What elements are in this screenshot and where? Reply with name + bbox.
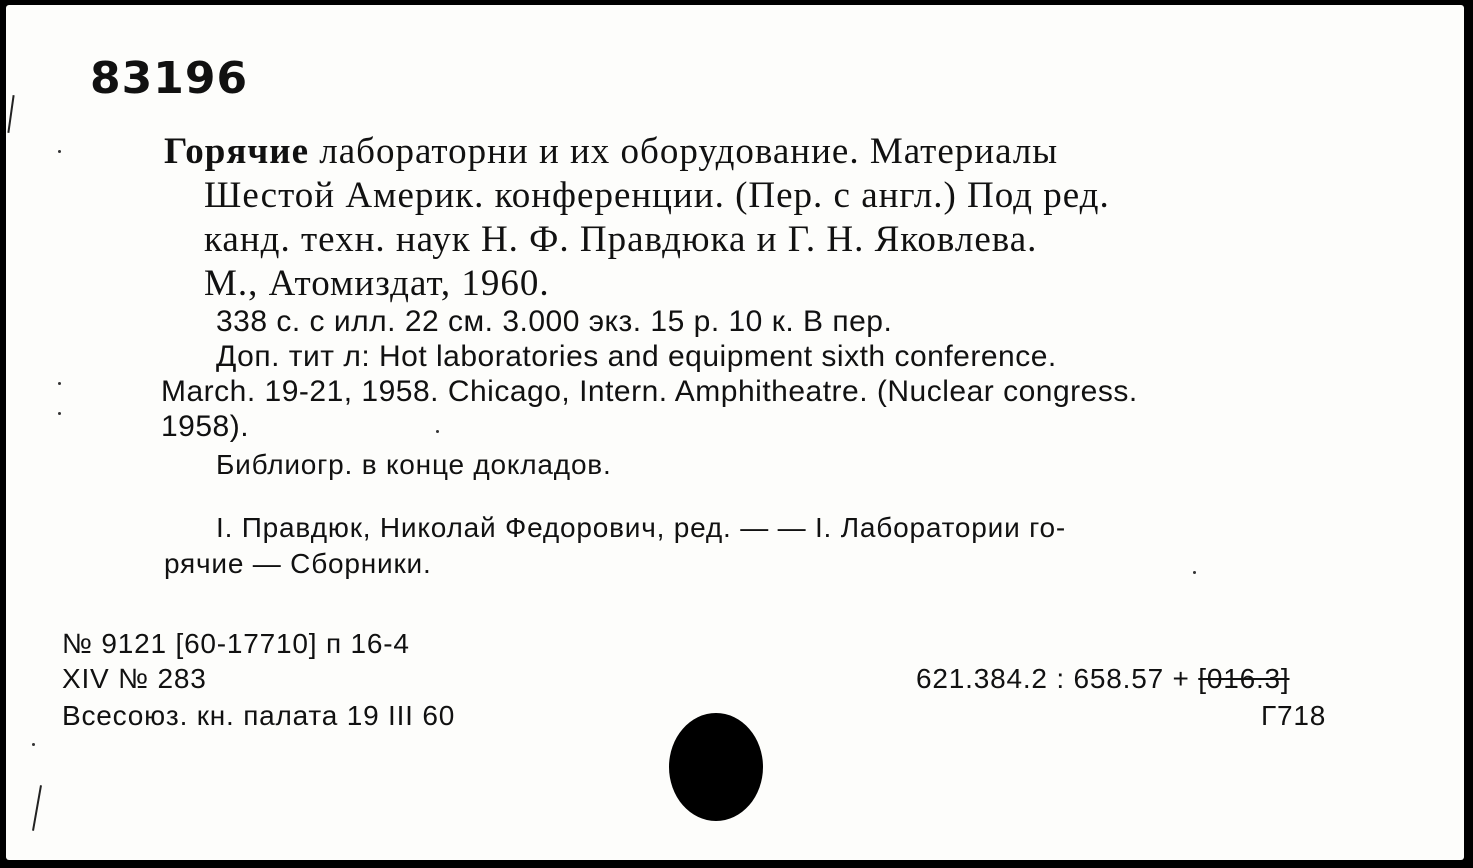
speck [58,150,61,153]
punch-hole [669,713,763,821]
classification-code [916,665,1290,693]
title-rest: лабораторни и их оборудование. Материалы [309,131,1059,172]
title-line-1 [164,133,1058,170]
record-chamber: Всесоюз. кн. палата 19 III 60 [62,700,456,731]
physical-description: 338 с. с илл. 22 см. 3.000 экз. 15 р. 10 к. В пер. [216,305,893,338]
parallel-title-line-1: Доп. тит л: Hot laboratories and equipment sixth conference. [216,340,1057,373]
author-mark: Г718 [1261,700,1327,731]
record-number: № 9121 [60-17710] п 16-4 [62,628,410,659]
title-bold: Горячие [164,131,309,172]
title-line-3: канд. техн. наук Н. Ф. Правдюка и Г. Н. Яковлева. [204,219,1038,260]
catalog-card [6,5,1464,860]
record-volume: XIV № 283 [62,663,207,694]
subject-heading-line-2: рячие — Сборники. [164,548,432,579]
speck [58,382,61,385]
title-line-2: Шестой Америк. конференции. (Пер. с англ.) Под ред. [204,175,1110,216]
margin-mark-bottom [32,785,42,831]
speck [58,412,61,415]
speck [436,430,439,433]
parallel-title-line-3: 1958). [161,410,250,443]
accession-number: 83196 [90,53,249,104]
subject-heading-line-1: I. Правдюк, Николай Федорович, ред. — — I. Лаборатории го- [216,512,1067,543]
classification-struck: [016.3] [1198,663,1290,694]
speck [1193,571,1196,574]
bibliography-note: Библиогр. в конце докладов. [216,449,612,480]
parallel-title-line-2: March. 19-21, 1958. Chicago, Intern. Amphitheatre. (Nuclear congress. [161,375,1138,408]
imprint: М., Атомиздат, 1960. [204,263,550,304]
classification-main: 621.384.2 : 658.57 + [916,663,1199,694]
margin-mark-top [7,95,14,133]
speck [32,743,35,746]
